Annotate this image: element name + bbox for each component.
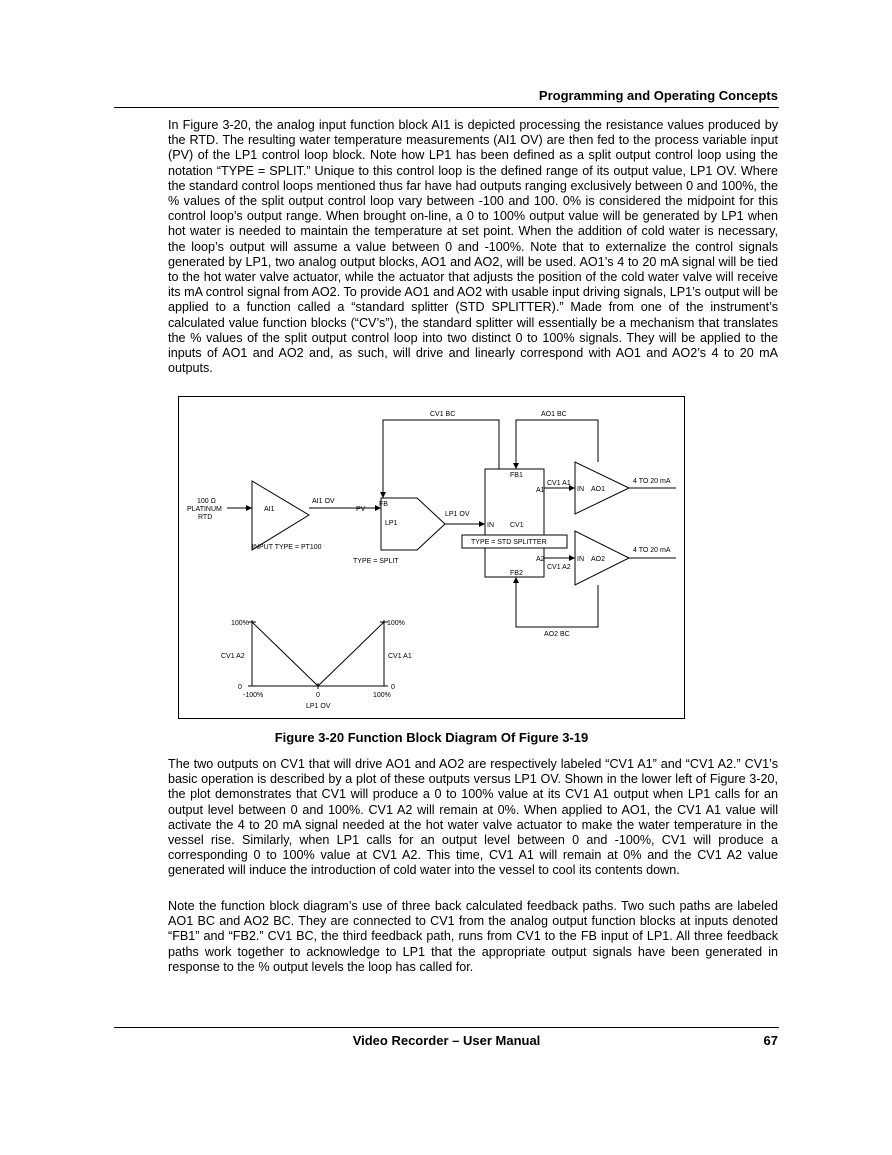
function-block-diagram	[178, 396, 685, 719]
label-lp1: LP1	[385, 520, 398, 527]
plot-left-axis-label: CV1 A2	[221, 653, 245, 660]
splitter-plot	[221, 620, 412, 710]
label-ao1: AO1	[591, 486, 606, 493]
plot-right-zero: 0	[391, 684, 395, 691]
label-type-split: TYPE = SPLIT	[353, 558, 399, 565]
label-cv1-a1: CV1 A1	[547, 480, 571, 487]
label-ao1-in: IN	[577, 486, 584, 493]
label-ai1: AI1	[264, 506, 275, 513]
label-lp1-ov: LP1 OV	[445, 511, 470, 518]
header-rule	[114, 107, 779, 108]
body-paragraph-3: Note the function block diagram’s use of three back calculated feedback paths. Two such paths are labeled AO1 BC and AO2 BC. They are connected to CV1 from the analog output function blocks at inputs denoted “FB1” and “FB2.” CV1 BC, the third feedback path, runs from CV1 to the FB input of LP1. All three feedback paths work together to acknowledge to LP1 that the appropriate output signals have been generated in response to the % output levels the loop has called for.	[168, 899, 778, 974]
body-paragraph-2: The two outputs on CV1 that will drive AO1 and AO2 are respectively labeled “CV1 A1” and “CV1 A2.” CV1’s basic operation is described by a plot of these outputs versus LP1 OV. Shown in the lower left of Figure 3-20, the plot demonstrates that CV1 will produce a 0 to 100% value at its CV1 A1 output when LP1 calls for an output level between 0 and 100%. CV1 A2 will remain at 0%. When applied to AO1, the CV1 A1 value will activate the 4 to 20 mA signal needed at the hot water valve actuator to make the water temperature in the vessel rise. Similarly, when LP1 calls for an output level between 0 and -100%, CV1 will produce a corresponding 0 to 100% value at CV1 A2. This time, CV1 A1 will remain at 0% and the CV1 A2 value generated will induce the introduction of cold water into the vessel to cool its contents down.	[168, 757, 778, 878]
plot-right-axis-label: CV1 A1	[388, 653, 412, 660]
label-rtd-3: RTD	[198, 514, 213, 521]
label-a1: A1	[536, 487, 545, 494]
plot-series-cv1-a2-line	[252, 622, 318, 686]
footer-rule	[114, 1027, 779, 1028]
label-ao2-in: IN	[577, 556, 584, 563]
plot-x-tick-neg100: -100%	[243, 692, 264, 699]
plot-x-label: LP1 OV	[306, 703, 331, 710]
label-rtd-2: PLATINUM	[187, 506, 222, 513]
label-fb2: FB2	[510, 570, 523, 577]
label-input-type: INPUT TYPE = PT100	[252, 544, 322, 551]
figure-caption: Figure 3-20 Function Block Diagram Of Figure 3-19	[274, 730, 589, 745]
plot-left-zero: 0	[238, 684, 242, 691]
label-type-std: TYPE = STD SPLITTER	[471, 539, 547, 546]
label-fb: FB	[379, 501, 388, 508]
label-rtd-1: 100 Ω	[197, 498, 216, 505]
label-ao2: AO2	[591, 556, 606, 563]
label-ao1-bc: AO1 BC	[541, 411, 567, 418]
label-out2: 4 TO 20 mA	[633, 547, 671, 554]
label-cv1: CV1	[510, 522, 524, 529]
cv1-bc-path	[383, 420, 499, 498]
body-paragraph-1: In Figure 3-20, the analog input function block AI1 is depicted processing the resistance values produced by the RTD. The resulting water temperature measurements (AI1 OV) are then fed to the process variable input (PV) of the LP1 control loop block. Note how LP1 has been defined as a split output control loop using the notation “TYPE = SPLIT.” Unique to this control loop is the defined range of its output value, LP1 OV. Where the standard control loops mentioned thus far have had outputs ranging exclusively between 0 and 100%, the % values of the split output control loop vary between -100 and 100. 0% is considered the midpoint for this control loop’s output range. When brought on-line, a 0 to 100% output value will be generated by LP1 when hot water is needed to maintain the temperature at set point. When the addition of cold water is necessary, the loop’s output will assume a value between 0 and -100%. Note that to externalize the control signals generated by LP1, two analog output blocks, AO1 and AO2, will be used. AO1’s 4 to 20 mA signal will be tied to the hot water valve actuator, while the actuator that adjusts the position of the cold water valve will receive its mA control signal from AO2. To provide AO1 and AO2 with usable input driving signals, LP1’s output will be applied to a function called a “standard splitter (STD SPLITTER).” Made from one of the instrument’s calculated value function blocks (“CV’s”), the standard splitter will essentially be a mechanism that translates the % values of the split output control loop into two distinct 0 to 100% signals. They will be applied to the inputs of AO1 and AO2 and, as such, will drive and linearly correspond with AO1 and AO2’s 4 to 20 mA outputs.	[168, 118, 778, 376]
plot-series-cv1-a1-line	[318, 622, 384, 686]
label-cv1-a2: CV1 A2	[547, 564, 571, 571]
label-out1: 4 TO 20 mA	[633, 478, 671, 485]
ao1-bc-path	[516, 420, 598, 469]
page-number: 67	[763, 1033, 778, 1048]
label-fb1: FB1	[510, 472, 523, 479]
plot-left-top-label: 100%	[231, 620, 249, 627]
plot-x-tick-100: 100%	[373, 692, 391, 699]
label-ao2-bc: AO2 BC	[544, 631, 570, 638]
label-pv: PV	[356, 506, 366, 513]
footer-title: Video Recorder – User Manual	[352, 1033, 541, 1048]
plot-x-tick-0: 0	[316, 692, 320, 699]
label-cv1-in: IN	[487, 522, 494, 529]
plot-right-top-label: 100%	[387, 620, 405, 627]
page-header-title: Programming and Operating Concepts	[538, 88, 778, 103]
diagram-canvas	[179, 397, 686, 720]
ai1-block	[252, 481, 309, 550]
label-a2: A2	[536, 556, 545, 563]
ao2-bc-path	[516, 577, 598, 627]
label-ai1-ov: AI1 OV	[312, 498, 335, 505]
label-cv1-bc: CV1 BC	[430, 411, 456, 418]
